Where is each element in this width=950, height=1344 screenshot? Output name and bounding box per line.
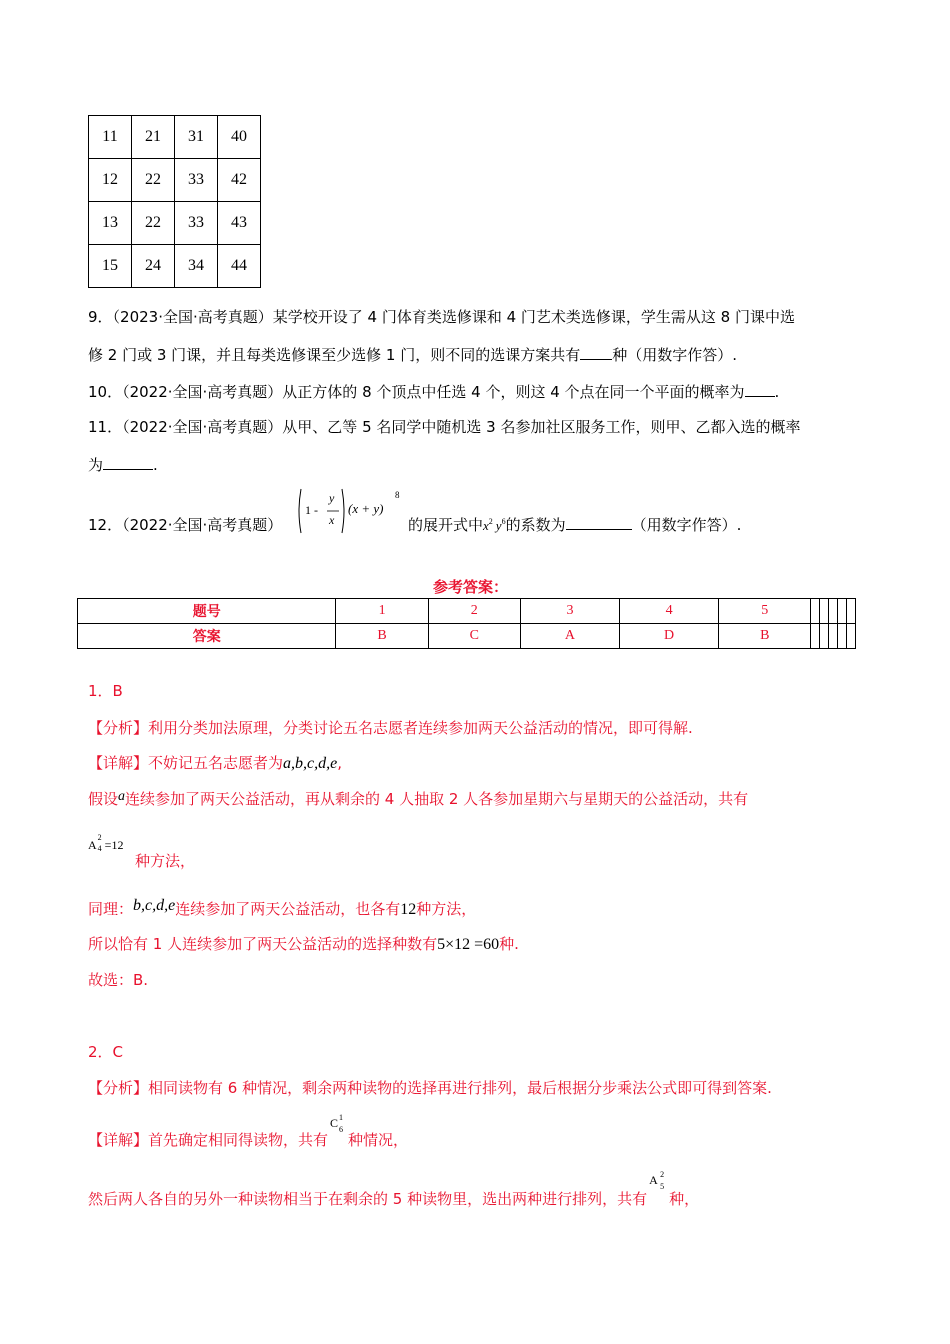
expression-power: 8 xyxy=(395,490,400,500)
question-number xyxy=(846,599,855,624)
question-12-rest xyxy=(408,514,741,535)
detail-text: 所以恰有 1 人连续参加了两天公益活动的选择种数有 xyxy=(88,935,438,953)
detail-text: 首先确定相同得读物，共有 xyxy=(148,1131,329,1149)
answer-value xyxy=(811,624,820,649)
expression-sum: (x + y) xyxy=(348,501,384,516)
answer-table-answer-row xyxy=(78,624,856,649)
term-y: y xyxy=(495,518,502,533)
row-label-question: 题号 xyxy=(78,599,336,624)
solution-2-detail-1 xyxy=(88,1113,409,1150)
detail-tag: 【详解】 xyxy=(88,754,149,772)
detail-text: 假设 xyxy=(88,790,119,808)
permutation-symbol: A xyxy=(88,838,97,852)
grid-cell: 12 xyxy=(89,159,132,202)
question-10 xyxy=(88,381,779,402)
question-9-suffix: 种（用数字作答）. xyxy=(612,346,738,364)
answer-value: A xyxy=(520,624,619,649)
detail-text: 同理： xyxy=(88,900,134,918)
solution-1-conclusion: 故选：B. xyxy=(88,971,149,989)
solution-1-detail-4 xyxy=(88,898,476,919)
question-number xyxy=(829,599,838,624)
grid-cell: 15 xyxy=(89,245,132,288)
answer-value xyxy=(838,624,847,649)
answer-value: B xyxy=(336,624,428,649)
permutation-sub: 5 xyxy=(660,1182,665,1191)
question-12-prefix: 12．（2022·全国·高考真题） xyxy=(88,516,283,534)
question-number: 4 xyxy=(620,599,719,624)
question-10-text: 10．（2022·全国·高考真题）从正方体的 8 个顶点中任选 4 个，则这 4 个点在同一个平面的概率为 xyxy=(88,383,745,401)
grid-cell: 24 xyxy=(132,245,175,288)
question-number: 5 xyxy=(719,599,811,624)
grid-cell: 42 xyxy=(218,159,261,202)
question-9-line-1: 9．（2023·全国·高考真题）某学校开设了 4 门体育类选修课和 4 门艺术类选修课，学生需从这 8 门课中选 xyxy=(88,308,795,326)
permutation-sup: 2 xyxy=(97,832,102,842)
grid-cell: 34 xyxy=(175,245,218,288)
answer-blank xyxy=(566,529,632,530)
grid-cell: 31 xyxy=(175,116,218,159)
detail-text: 连续参加了两天公益活动，也各有 xyxy=(175,900,401,918)
question-12-suffix: （用数字作答）. xyxy=(631,516,742,534)
permutation-symbol: A xyxy=(649,1173,658,1187)
grid-cell: 13 xyxy=(89,202,132,245)
permutation-sup: 2 xyxy=(660,1170,665,1179)
answer-value xyxy=(846,624,855,649)
detail-math: b,c,d,e xyxy=(133,897,176,914)
question-12-mid: 的展开式中 xyxy=(408,516,484,534)
combination-sup: 1 xyxy=(339,1113,344,1122)
question-11-end: . xyxy=(153,456,158,474)
expression-denominator: x xyxy=(329,513,335,527)
solution-1-title: 1．B xyxy=(88,682,123,700)
expression-numerator: y xyxy=(329,491,335,505)
number-grid xyxy=(88,115,261,288)
combination-c61 xyxy=(328,1113,348,1150)
answers-heading: 参考答案： xyxy=(433,578,509,596)
detail-math: a xyxy=(118,789,126,804)
detail-tag: 【详解】 xyxy=(88,1131,149,1149)
combination-symbol: C xyxy=(330,1116,339,1130)
detail-text: 种， xyxy=(669,1190,700,1208)
solution-2-analysis xyxy=(88,1077,772,1098)
grid-row xyxy=(89,245,261,288)
analysis-text: 相同读物有 6 种情况，剩余两种读物的选择再进行排列，最后根据分步乘法公式即可得到答案. xyxy=(148,1079,772,1097)
analysis-text: 利用分类加法原理，分类讨论五名志愿者连续参加两天公益活动的情况，即可得解. xyxy=(148,719,693,737)
question-number xyxy=(838,599,847,624)
question-12-coefficient: 的系数为 xyxy=(505,516,566,534)
grid-row xyxy=(89,116,261,159)
solution-1-detail-2 xyxy=(88,788,748,809)
solution-2-title: 2．C xyxy=(88,1043,124,1061)
detail-text: 连续参加了两天公益活动，再从剩余的 4 人抽取 2 人各参加星期六与星期天的公益活动，共有 xyxy=(125,790,749,808)
permutation-sub: 4 xyxy=(97,843,102,853)
answer-blank xyxy=(580,359,612,360)
question-9-line-2 xyxy=(88,344,737,365)
grid-cell: 43 xyxy=(218,202,261,245)
detail-text: 种情况， xyxy=(348,1131,409,1149)
question-10-end: . xyxy=(774,383,780,401)
answer-blank xyxy=(745,396,775,397)
term-x: x xyxy=(483,518,489,533)
question-number: 2 xyxy=(428,599,520,624)
solution-1-detail-1 xyxy=(88,752,342,773)
grid-cell: 44 xyxy=(218,245,261,288)
question-11-line-1: 11．（2022·全国·高考真题）从甲、乙等 5 名同学中随机选 3 名参加社区服务工作，则甲、乙都入选的概率 xyxy=(88,418,801,436)
grid-row xyxy=(89,159,261,202)
permutation-a52 xyxy=(647,1170,669,1209)
question-number xyxy=(820,599,829,624)
question-number xyxy=(811,599,820,624)
expression-one-minus: 1 - xyxy=(305,503,318,517)
detail-number: 12 xyxy=(400,901,417,918)
answer-blank xyxy=(103,469,153,470)
combination-sub: 6 xyxy=(339,1125,344,1134)
grid-cell: 22 xyxy=(132,159,175,202)
answer-value xyxy=(829,624,838,649)
detail-text: 种. xyxy=(499,935,519,953)
detail-text: 不妨记五名志愿者为 xyxy=(148,754,284,772)
solution-1-detail-5 xyxy=(88,933,519,954)
question-11-text: 为 xyxy=(88,456,104,474)
grid-cell: 33 xyxy=(175,202,218,245)
grid-cell: 33 xyxy=(175,159,218,202)
answer-table-number-row xyxy=(78,599,856,624)
row-label-answer: 答案 xyxy=(78,624,336,649)
detail-text: 种方法， xyxy=(416,900,477,918)
grid-cell: 11 xyxy=(89,116,132,159)
detail-math: 5×12 =60 xyxy=(437,936,500,953)
permutation-result: =12 xyxy=(104,838,124,852)
grid-cell: 40 xyxy=(218,116,261,159)
question-number: 1 xyxy=(336,599,428,624)
permutation-a42 xyxy=(88,834,123,853)
analysis-tag: 【分析】 xyxy=(88,1079,149,1097)
answer-table xyxy=(77,598,856,649)
analysis-tag: 【分析】 xyxy=(88,719,149,737)
detail-math: a,b,c,d,e xyxy=(283,755,338,772)
solution-2-detail-2 xyxy=(88,1170,700,1209)
term-y-power: 6 xyxy=(501,517,506,526)
question-11-line-2 xyxy=(88,454,158,475)
answer-value: C xyxy=(428,624,520,649)
term-x-power: 2 xyxy=(488,517,493,526)
detail-end: , xyxy=(337,754,343,772)
question-9-text: 修 2 门或 3 门课，并且每类选修课至少选修 1 门，则不同的选课方案共有 xyxy=(88,346,581,364)
question-number: 3 xyxy=(520,599,619,624)
solution-1-analysis xyxy=(88,717,693,738)
binomial-expression xyxy=(296,486,404,536)
answer-value: B xyxy=(719,624,811,649)
grid-cell: 22 xyxy=(132,202,175,245)
solution-1-detail-3: 种方法， xyxy=(135,852,196,870)
detail-text: 然后两人各自的另外一种读物相当于在剩余的 5 种读物里，选出两种进行排列，共有 xyxy=(88,1190,648,1208)
grid-row xyxy=(89,202,261,245)
answer-value xyxy=(820,624,829,649)
answer-value: D xyxy=(620,624,719,649)
grid-cell: 21 xyxy=(132,116,175,159)
